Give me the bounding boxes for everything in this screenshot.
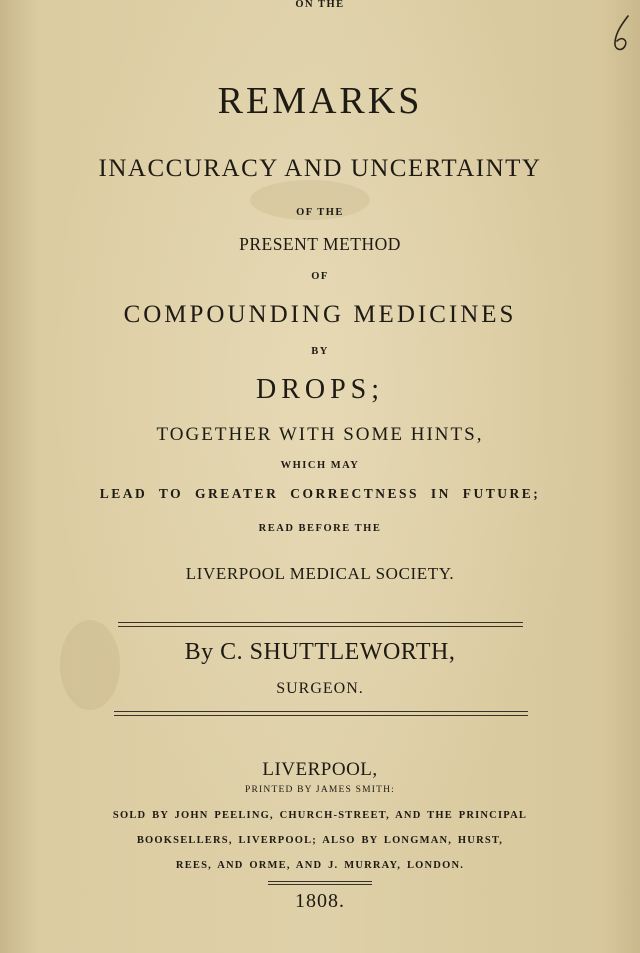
imprint-printer: PRINTED BY JAMES SMITH: — [245, 785, 395, 795]
line-inaccuracy: INACCURACY AND UNCERTAINTY — [98, 155, 542, 182]
divider-rule — [268, 881, 372, 882]
line-which-may: WHICH MAY — [280, 460, 360, 471]
divider-rule — [114, 715, 528, 716]
line-present-method: PRESENT METHOD — [239, 234, 401, 254]
imprint-rees: REES, AND ORME, AND J. MURRAY, LONDON. — [175, 860, 465, 871]
imprint-year: 1808. — [295, 890, 345, 912]
line-lead-to-greater: LEAD TO GREATER CORRECTNESS IN FUTURE; — [99, 486, 541, 501]
divider-rule — [114, 711, 528, 712]
line-compounding-medicines: COMPOUNDING MEDICINES — [123, 301, 517, 328]
imprint-sold-by: SOLD BY JOHN PEELING, CHURCH-STREET, AND THE PRINCIPAL — [112, 810, 528, 821]
line-liverpool-medical-society: LIVERPOOL MEDICAL SOCIETY. — [185, 564, 455, 583]
author-profession: SURGEON. — [276, 680, 364, 697]
line-by: BY — [311, 346, 329, 357]
imprint-booksellers: BOOKSELLERS, LIVERPOOL; ALSO BY LONGMAN, HURST, — [136, 835, 504, 846]
divider-rule — [118, 626, 523, 627]
line-of-the: OF THE — [296, 207, 344, 218]
line-read-before: READ BEFORE THE — [258, 523, 382, 534]
line-of: OF — [311, 271, 329, 282]
divider-rule — [118, 622, 523, 623]
divider-rule — [268, 884, 372, 885]
imprint-city: LIVERPOOL, — [262, 759, 378, 780]
line-drops: DROPS; — [255, 374, 385, 405]
handwritten-page-mark — [608, 14, 634, 54]
title-remarks: REMARKS — [217, 80, 423, 122]
line-on-the: ON THE — [295, 0, 345, 10]
author-byline: By C. SHUTTLEWORTH, — [184, 639, 456, 665]
line-together: TOGETHER WITH SOME HINTS, — [156, 424, 484, 445]
